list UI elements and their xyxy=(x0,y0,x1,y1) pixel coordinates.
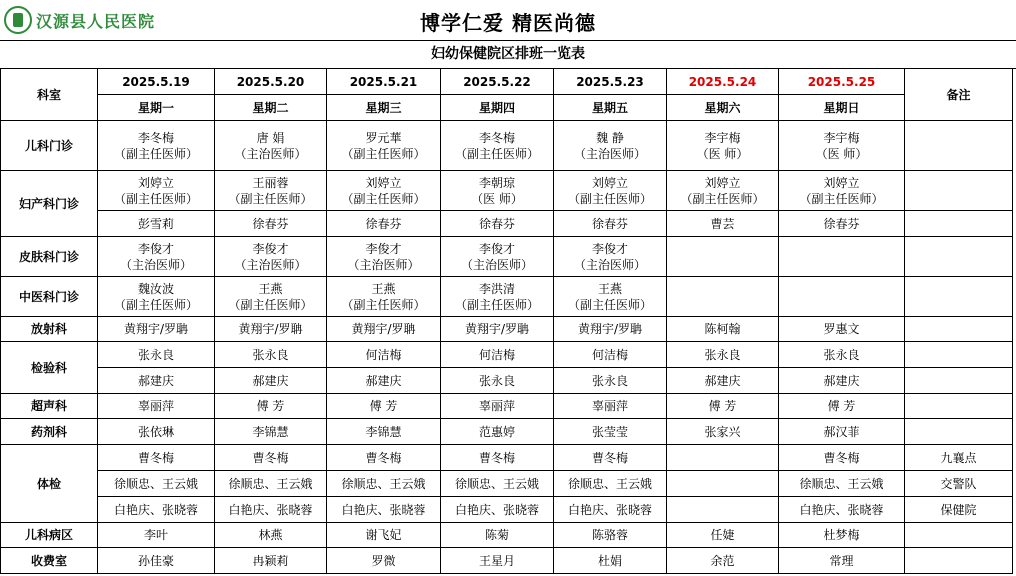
schedule-cell xyxy=(327,121,441,171)
staff-name: 林燕 xyxy=(258,528,283,542)
schedule-cell xyxy=(441,211,554,237)
staff-name: 徐春芬 xyxy=(365,216,402,231)
table-row xyxy=(1,471,1013,497)
staff-title: （副主任医师） xyxy=(341,146,426,161)
schedule-cell xyxy=(441,121,554,171)
schedule-cell xyxy=(98,394,215,419)
staff-title: （医 师） xyxy=(471,191,523,206)
schedule-cell xyxy=(327,237,441,277)
staff-name: 陈柯翰 xyxy=(704,322,741,336)
schedule-cell xyxy=(215,497,327,523)
schedule-cell xyxy=(327,394,441,419)
schedule-cell xyxy=(327,277,441,317)
note-cell xyxy=(905,342,1013,368)
staff-name: 李锦慧 xyxy=(365,424,402,439)
weekday-header: 星期日 xyxy=(779,95,905,121)
staff-name: 曹冬梅 xyxy=(365,450,402,465)
schedule-cell xyxy=(441,419,554,445)
staff-title: （副主任医师） xyxy=(567,297,652,312)
schedule-cell xyxy=(779,211,905,237)
date-header: 2025.5.20 xyxy=(215,69,327,95)
table-row xyxy=(1,523,1013,548)
staff-title: （主治医师） xyxy=(573,146,646,161)
schedule-cell xyxy=(554,171,667,211)
staff-name: 王燕 xyxy=(597,281,622,296)
staff-title: （主治医师） xyxy=(347,257,420,272)
staff-name: 冉颖莉 xyxy=(252,553,289,568)
schedule-cell xyxy=(98,237,215,277)
staff-title: （副主任医师） xyxy=(113,191,198,206)
staff-name: 王星月 xyxy=(478,553,515,568)
staff-name: 任婕 xyxy=(710,528,735,542)
staff-name: 傅 芳 xyxy=(369,399,398,413)
hospital-name: 汉源县人民医院 xyxy=(36,11,156,31)
schedule-cell xyxy=(667,211,779,237)
schedule-cell xyxy=(779,548,905,574)
weekday-header: 星期三 xyxy=(327,95,441,121)
staff-name: 刘婷立 xyxy=(823,175,860,190)
staff-name: 徐顺忠、王云娥 xyxy=(341,476,426,491)
staff-name: 李朝琼 xyxy=(478,175,515,190)
dept-name: 检验科 xyxy=(1,342,98,394)
staff-name: 张永良 xyxy=(591,373,628,388)
staff-title: （主治医师） xyxy=(573,257,646,272)
staff-name: 傅 芳 xyxy=(256,399,285,413)
schedule-cell xyxy=(215,445,327,471)
schedule-cell xyxy=(98,317,215,342)
table-row xyxy=(1,394,1013,419)
schedule-cell xyxy=(554,471,667,497)
staff-title: （主治医师） xyxy=(119,257,192,272)
schedule-cell xyxy=(554,548,667,574)
weekday-header: 星期四 xyxy=(441,95,554,121)
schedule-cell xyxy=(667,368,779,394)
staff-title: （副主任医师） xyxy=(341,191,426,206)
staff-name: 王燕 xyxy=(258,281,283,296)
schedule-cell xyxy=(98,171,215,211)
staff-name: 罗惠文 xyxy=(823,322,860,336)
staff-name: 魏汝波 xyxy=(137,281,174,296)
staff-name: 范惠婷 xyxy=(478,424,515,439)
schedule-cell xyxy=(215,211,327,237)
staff-name: 陈骆蓉 xyxy=(591,528,628,542)
schedule-cell xyxy=(215,471,327,497)
staff-name: 辜丽萍 xyxy=(591,399,628,413)
schedule-cell xyxy=(779,121,905,171)
staff-name: 罗微 xyxy=(371,553,396,568)
staff-name: 王丽蓉 xyxy=(252,175,289,190)
dept-header: 科室 xyxy=(1,69,98,121)
schedule-cell xyxy=(779,171,905,211)
schedule-cell xyxy=(327,445,441,471)
note-cell xyxy=(905,419,1013,445)
header-weekday-row xyxy=(1,95,1013,121)
schedule-cell xyxy=(441,277,554,317)
staff-title: （副主任医师） xyxy=(341,297,426,312)
staff-title: （副主任医师） xyxy=(454,297,539,312)
schedule-cell xyxy=(667,342,779,368)
schedule-cell xyxy=(554,317,667,342)
schedule-cell xyxy=(554,368,667,394)
table-row xyxy=(1,342,1013,368)
schedule-cell xyxy=(779,368,905,394)
schedule-cell xyxy=(327,211,441,237)
note-cell xyxy=(905,211,1013,237)
staff-name: 辜丽萍 xyxy=(478,399,515,413)
staff-name: 郝汉菲 xyxy=(823,424,860,439)
staff-name: 郝建庆 xyxy=(365,373,402,388)
schedule-cell xyxy=(667,121,779,171)
schedule-cell xyxy=(327,497,441,523)
schedule-cell xyxy=(779,497,905,523)
schedule-cell xyxy=(667,419,779,445)
schedule-cell xyxy=(667,523,779,548)
schedule-cell xyxy=(441,342,554,368)
schedule-cell xyxy=(667,394,779,419)
weekday-header: 星期五 xyxy=(554,95,667,121)
dept-name: 皮肤科门诊 xyxy=(1,237,98,277)
staff-name: 何洁梅 xyxy=(365,347,402,362)
table-row xyxy=(1,171,1013,211)
schedule-cell xyxy=(98,445,215,471)
schedule-cell xyxy=(667,445,779,471)
header-date-row xyxy=(1,69,1013,95)
schedule-cell xyxy=(779,237,905,277)
dept-name: 中医科门诊 xyxy=(1,277,98,317)
schedule-table xyxy=(0,68,1013,574)
staff-name: 白艳庆、张晓蓉 xyxy=(799,502,884,517)
staff-name: 常理 xyxy=(829,553,854,568)
schedule-cell xyxy=(779,394,905,419)
staff-name: 李冬梅 xyxy=(478,130,515,145)
staff-title: （主治医师） xyxy=(460,257,533,272)
staff-title: （副主任医师） xyxy=(228,297,313,312)
date-header: 2025.5.19 xyxy=(98,69,215,95)
staff-name: 李冬梅 xyxy=(137,130,174,145)
table-row xyxy=(1,497,1013,523)
staff-name: 白艳庆、张晓蓉 xyxy=(567,502,652,517)
staff-name: 张永良 xyxy=(137,347,174,362)
schedule-cell xyxy=(327,171,441,211)
schedule-cell xyxy=(215,548,327,574)
staff-name: 李俊才 xyxy=(591,241,628,256)
staff-name: 李宇梅 xyxy=(823,130,860,145)
staff-title: （主治医师） xyxy=(234,146,307,161)
staff-name: 唐 娟 xyxy=(256,130,285,145)
schedule-cell xyxy=(98,342,215,368)
staff-name: 徐顺忠、王云娥 xyxy=(113,476,198,491)
staff-name: 黄翔宇/罗聃 xyxy=(464,322,530,336)
staff-name: 张永良 xyxy=(704,347,741,362)
schedule-cell xyxy=(98,211,215,237)
schedule-cell xyxy=(441,394,554,419)
schedule-cell xyxy=(327,317,441,342)
schedule-cell xyxy=(554,445,667,471)
staff-name: 何洁梅 xyxy=(478,347,515,362)
schedule-cell xyxy=(554,211,667,237)
schedule-cell xyxy=(779,419,905,445)
table-row xyxy=(1,445,1013,471)
staff-name: 李宇梅 xyxy=(704,130,741,145)
staff-name: 曹冬梅 xyxy=(252,450,289,465)
dept-name: 妇产科门诊 xyxy=(1,171,98,237)
schedule-cell xyxy=(215,368,327,394)
schedule-cell xyxy=(215,419,327,445)
schedule-cell xyxy=(441,471,554,497)
schedule-cell xyxy=(98,419,215,445)
staff-name: 陈菊 xyxy=(484,528,509,542)
staff-title: （副主任医师） xyxy=(113,146,198,161)
staff-name: 何洁梅 xyxy=(591,347,628,362)
dept-name: 放射科 xyxy=(1,317,98,342)
staff-name: 徐顺忠、王云娥 xyxy=(454,476,539,491)
staff-name: 黄翔宇/罗聃 xyxy=(238,322,303,336)
note-cell: 保健院 xyxy=(905,497,1013,523)
schedule-cell xyxy=(98,548,215,574)
schedule-cell xyxy=(327,548,441,574)
staff-name: 张永良 xyxy=(478,373,515,388)
staff-name: 杜梦梅 xyxy=(823,528,860,542)
schedule-cell xyxy=(215,342,327,368)
staff-name: 徐春芬 xyxy=(591,216,628,231)
date-header: 2025.5.24 xyxy=(667,69,779,95)
schedule-cell xyxy=(215,237,327,277)
schedule-cell xyxy=(779,471,905,497)
schedule-cell xyxy=(327,523,441,548)
schedule-cell xyxy=(779,445,905,471)
staff-name: 黄翔宇/罗聃 xyxy=(123,322,189,336)
staff-name: 孙佳豪 xyxy=(137,553,174,568)
staff-title: （副主任医师） xyxy=(567,191,652,206)
page-title: 博学仁爱 精医尚德 xyxy=(420,11,596,35)
note-cell xyxy=(905,171,1013,211)
table-row xyxy=(1,548,1013,574)
staff-name: 张家兴 xyxy=(704,424,741,439)
staff-name: 曹冬梅 xyxy=(478,450,515,465)
staff-name: 黄翔宇/罗聃 xyxy=(577,322,643,336)
staff-name: 彭雪莉 xyxy=(137,216,174,231)
schedule-cell xyxy=(667,237,779,277)
staff-title: （副主任医师） xyxy=(454,146,539,161)
schedule-cell xyxy=(554,277,667,317)
staff-name: 李俊才 xyxy=(252,241,289,256)
schedule-cell xyxy=(327,471,441,497)
schedule-subtitle: 妇幼保健院区排班一览表 xyxy=(0,41,1016,69)
schedule-cell xyxy=(779,277,905,317)
schedule-cell xyxy=(667,497,779,523)
weekday-header: 星期六 xyxy=(667,95,779,121)
staff-title: （副主任医师） xyxy=(680,191,765,206)
staff-name: 罗元華 xyxy=(365,130,402,145)
dept-name: 儿科病区 xyxy=(1,523,98,548)
staff-title: （副主任医师） xyxy=(113,297,198,312)
staff-name: 杜娟 xyxy=(597,553,622,568)
schedule-cell xyxy=(215,394,327,419)
schedule-cell xyxy=(667,171,779,211)
note-header: 备注 xyxy=(905,69,1013,121)
note-cell xyxy=(905,237,1013,277)
dept-name: 儿科门诊 xyxy=(1,121,98,171)
header-bar xyxy=(0,0,1016,41)
staff-name: 郝建庆 xyxy=(252,373,289,388)
staff-name: 郝建庆 xyxy=(823,373,860,388)
schedule-cell xyxy=(441,523,554,548)
staff-name: 魏 静 xyxy=(596,130,624,145)
date-header: 2025.5.23 xyxy=(554,69,667,95)
table-row xyxy=(1,277,1013,317)
schedule-cell xyxy=(554,342,667,368)
staff-name: 李洪清 xyxy=(478,281,515,296)
staff-name: 傅 芳 xyxy=(708,399,737,413)
schedule-cell xyxy=(779,523,905,548)
staff-name: 余范 xyxy=(710,553,735,568)
dept-name: 超声科 xyxy=(1,394,98,419)
table-row xyxy=(1,237,1013,277)
staff-title: （医 师） xyxy=(696,146,749,161)
schedule-cell xyxy=(441,368,554,394)
staff-name: 白艳庆、张晓蓉 xyxy=(113,502,198,517)
staff-name: 徐顺忠、王云娥 xyxy=(799,476,884,491)
note-cell xyxy=(905,394,1013,419)
date-header: 2025.5.25 xyxy=(779,69,905,95)
staff-name: 徐春芬 xyxy=(252,216,289,231)
staff-name: 谢飞妃 xyxy=(365,528,402,542)
note-cell: 交警队 xyxy=(905,471,1013,497)
schedule-cell xyxy=(98,523,215,548)
schedule-cell xyxy=(98,368,215,394)
note-cell xyxy=(905,121,1013,171)
schedule-cell xyxy=(98,497,215,523)
schedule-cell xyxy=(441,445,554,471)
staff-name: 张永良 xyxy=(823,347,860,362)
staff-name: 张永良 xyxy=(252,347,289,362)
dept-name: 药剂科 xyxy=(1,419,98,445)
table-row xyxy=(1,121,1013,171)
staff-name: 辜丽萍 xyxy=(137,399,174,413)
schedule-cell xyxy=(215,317,327,342)
schedule-cell xyxy=(554,523,667,548)
schedule-cell xyxy=(554,237,667,277)
schedule-cell xyxy=(667,277,779,317)
note-cell xyxy=(905,523,1013,548)
staff-name: 王燕 xyxy=(371,281,396,296)
schedule-cell xyxy=(98,471,215,497)
staff-name: 曹冬梅 xyxy=(823,450,860,465)
staff-title: （主治医师） xyxy=(234,257,307,272)
staff-name: 曹冬梅 xyxy=(137,450,174,465)
weekday-header: 星期一 xyxy=(98,95,215,121)
staff-name: 黄翔宇/罗聃 xyxy=(351,322,416,336)
schedule-cell xyxy=(554,497,667,523)
staff-name: 李锦慧 xyxy=(252,424,289,439)
schedule-cell xyxy=(327,419,441,445)
staff-name: 白艳庆、张晓蓉 xyxy=(228,502,313,517)
schedule-cell xyxy=(215,523,327,548)
date-header: 2025.5.21 xyxy=(327,69,441,95)
table-row xyxy=(1,211,1013,237)
staff-name: 白艳庆、张晓蓉 xyxy=(341,502,426,517)
schedule-cell xyxy=(554,121,667,171)
staff-name: 郝建庆 xyxy=(137,373,174,388)
note-cell: 九襄点 xyxy=(905,445,1013,471)
note-cell xyxy=(905,368,1013,394)
schedule-cell xyxy=(779,317,905,342)
staff-name: 白艳庆、张晓蓉 xyxy=(454,502,539,517)
schedule-cell xyxy=(327,342,441,368)
schedule-cell xyxy=(327,368,441,394)
table-row xyxy=(1,419,1013,445)
staff-name: 曹芸 xyxy=(710,216,735,231)
schedule-cell xyxy=(441,548,554,574)
dept-name: 收费室 xyxy=(1,548,98,574)
staff-name: 刘婷立 xyxy=(137,175,174,190)
note-cell xyxy=(905,277,1013,317)
schedule-cell xyxy=(554,394,667,419)
schedule-cell xyxy=(441,171,554,211)
table-row xyxy=(1,317,1013,342)
staff-name: 刘婷立 xyxy=(591,175,628,190)
schedule-cell xyxy=(441,317,554,342)
staff-title: （副主任医师） xyxy=(228,191,313,206)
schedule-cell xyxy=(441,497,554,523)
schedule-cell xyxy=(98,121,215,171)
schedule-cell xyxy=(215,277,327,317)
note-cell xyxy=(905,548,1013,574)
staff-name: 张依琳 xyxy=(137,424,174,439)
schedule-cell xyxy=(215,121,327,171)
staff-name: 徐春芬 xyxy=(478,216,515,231)
schedule-cell xyxy=(667,471,779,497)
schedule-cell xyxy=(98,277,215,317)
staff-name: 刘婷立 xyxy=(365,175,402,190)
schedule-cell xyxy=(667,317,779,342)
staff-name: 徐顺忠、王云娥 xyxy=(567,476,652,491)
schedule-cell xyxy=(554,419,667,445)
date-header: 2025.5.22 xyxy=(441,69,554,95)
staff-name: 李俊才 xyxy=(365,241,402,256)
staff-name: 郝建庆 xyxy=(704,373,741,388)
staff-name: 曹冬梅 xyxy=(591,450,628,465)
staff-name: 刘婷立 xyxy=(704,175,741,190)
schedule-cell xyxy=(779,342,905,368)
staff-name: 李俊才 xyxy=(137,241,174,256)
staff-title: （副主任医师） xyxy=(799,191,884,206)
note-cell xyxy=(905,317,1013,342)
schedule-cell xyxy=(667,548,779,574)
staff-title: （医 师） xyxy=(815,146,868,161)
staff-name: 傅 芳 xyxy=(827,399,856,413)
staff-name: 李俊才 xyxy=(478,241,515,256)
dept-name: 体检 xyxy=(1,445,98,523)
weekday-header: 星期二 xyxy=(215,95,327,121)
staff-name: 李叶 xyxy=(143,528,168,542)
staff-name: 张莹莹 xyxy=(591,424,628,439)
table-row xyxy=(1,368,1013,394)
schedule-cell xyxy=(441,237,554,277)
staff-name: 徐顺忠、王云娥 xyxy=(228,476,313,491)
staff-name: 徐春芬 xyxy=(823,216,860,231)
schedule-cell xyxy=(215,171,327,211)
